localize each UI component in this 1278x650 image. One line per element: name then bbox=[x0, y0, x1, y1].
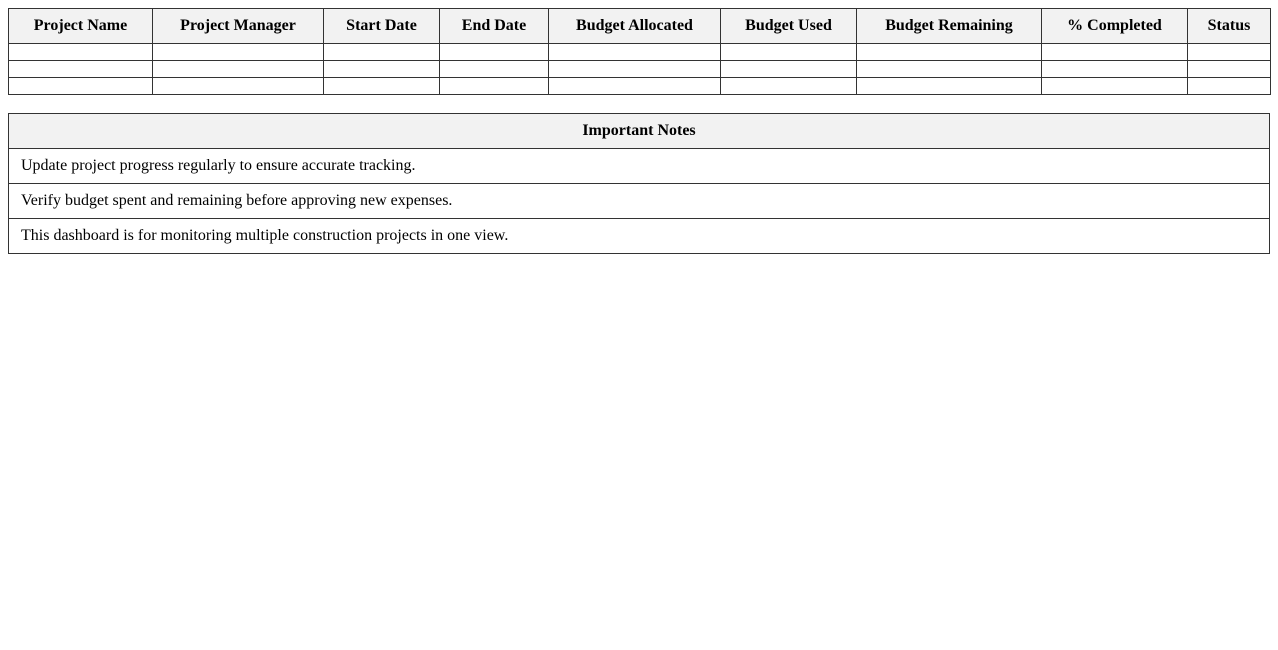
table-cell bbox=[1042, 78, 1188, 95]
table-cell bbox=[324, 78, 440, 95]
table-cell bbox=[721, 44, 857, 61]
column-header-budget-allocated: Budget Allocated bbox=[549, 9, 721, 44]
table-cell bbox=[9, 61, 153, 78]
table-cell bbox=[1188, 44, 1271, 61]
projects-table bbox=[8, 8, 1271, 95]
table-cell bbox=[1042, 44, 1188, 61]
note-text: This dashboard is for monitoring multiple construction projects in one view. bbox=[9, 219, 1270, 254]
list-item bbox=[9, 219, 1270, 254]
table-cell bbox=[440, 44, 549, 61]
table-header-row bbox=[9, 9, 1271, 44]
list-item bbox=[9, 149, 1270, 184]
table-cell bbox=[857, 44, 1042, 61]
table-cell bbox=[1188, 61, 1271, 78]
column-header-project-name: Project Name bbox=[9, 9, 153, 44]
note-text: Verify budget spent and remaining before approving new expenses. bbox=[9, 184, 1270, 219]
table-cell bbox=[549, 44, 721, 61]
note-text: Update project progress regularly to ensure accurate tracking. bbox=[9, 149, 1270, 184]
table-cell bbox=[440, 61, 549, 78]
column-header-budget-used: Budget Used bbox=[721, 9, 857, 44]
column-header-project-manager: Project Manager bbox=[153, 9, 324, 44]
table-cell bbox=[549, 78, 721, 95]
table-cell bbox=[9, 78, 153, 95]
table-row bbox=[9, 44, 1271, 61]
column-header-end-date: End Date bbox=[440, 9, 549, 44]
table-cell bbox=[721, 78, 857, 95]
table-cell bbox=[1042, 61, 1188, 78]
table-cell bbox=[857, 78, 1042, 95]
table-row bbox=[9, 61, 1271, 78]
table-cell bbox=[324, 61, 440, 78]
table-cell bbox=[440, 78, 549, 95]
notes-title: Important Notes bbox=[9, 114, 1270, 149]
column-header-budget-remaining: Budget Remaining bbox=[857, 9, 1042, 44]
table-cell bbox=[549, 61, 721, 78]
table-cell bbox=[153, 78, 324, 95]
column-header-status: Status bbox=[1188, 9, 1271, 44]
list-item bbox=[9, 184, 1270, 219]
table-cell bbox=[721, 61, 857, 78]
column-header-start-date: Start Date bbox=[324, 9, 440, 44]
notes-header-row bbox=[9, 114, 1270, 149]
notes-table bbox=[8, 113, 1270, 254]
table-cell bbox=[153, 44, 324, 61]
table-row bbox=[9, 78, 1271, 95]
table-cell bbox=[9, 44, 153, 61]
table-cell bbox=[857, 61, 1042, 78]
table-cell bbox=[1188, 78, 1271, 95]
column-header-percent-completed: % Completed bbox=[1042, 9, 1188, 44]
table-cell bbox=[324, 44, 440, 61]
table-cell bbox=[153, 61, 324, 78]
